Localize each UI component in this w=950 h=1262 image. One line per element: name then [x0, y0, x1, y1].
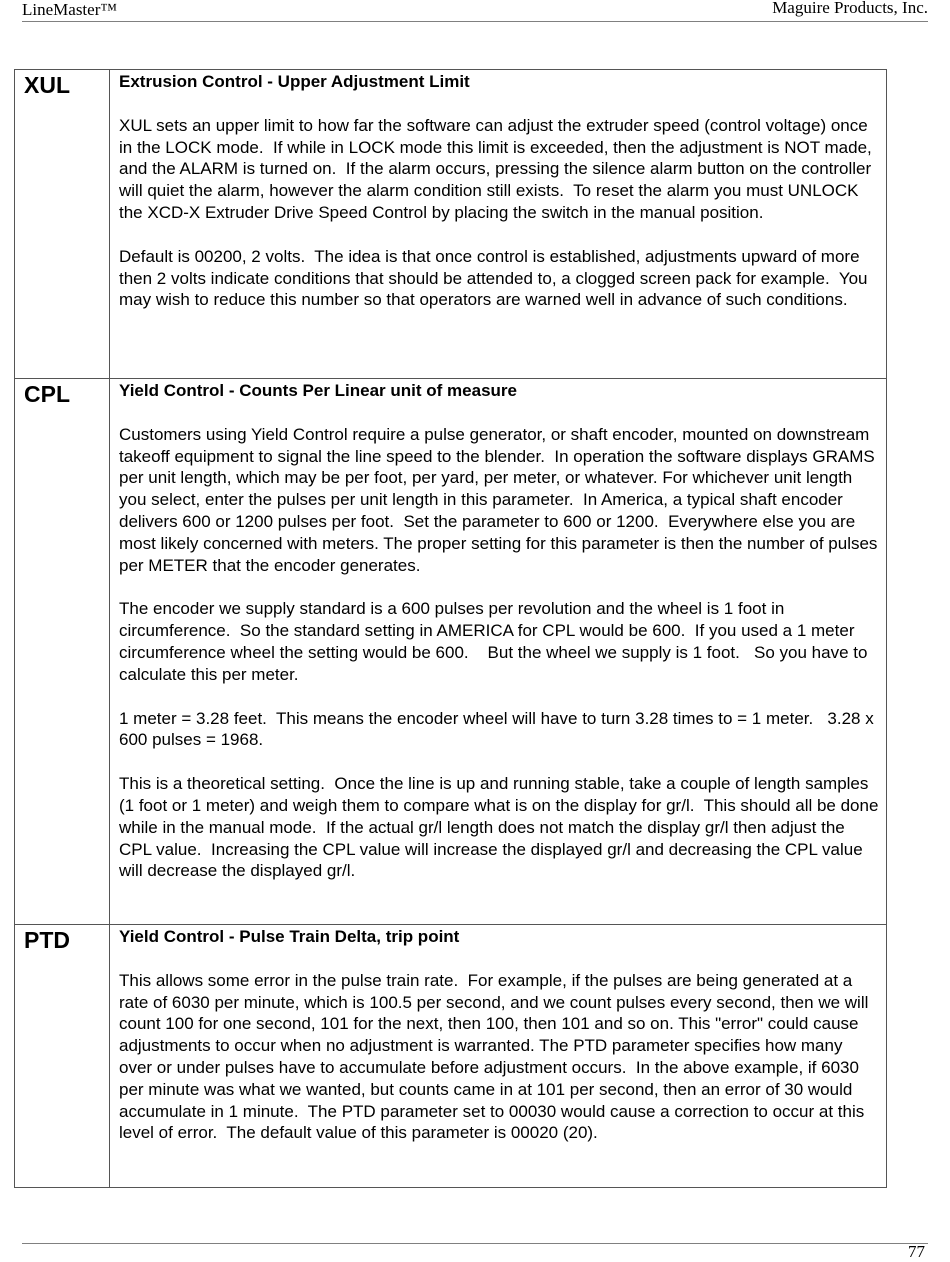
parameter-paragraph: Customers using Yield Control require a pulse generator, or shaft encoder, mounted on downstream takeoff equipment to signal the line speed to the blender. In operation the software displays GRAMS per unit length, which may be per foot, per yard, per meter, or whatever. For whichever unit length you select, enter the pulses per unit length in this parameter. In America, a typical shaft encoder delivers 600 or 1200 pulses per foot. Set the parameter to 600 or 1200. Everywhere else you are most likely concerned with meters. The proper setting for this parameter is then the number of pulses per METER that the encoder generates. — [119, 424, 883, 575]
parameter-title: Yield Control - Pulse Train Delta, trip point — [119, 927, 460, 946]
parameter-code: XUL — [15, 70, 110, 379]
parameter-row-cpl — [15, 379, 887, 925]
page-header — [22, 0, 928, 22]
parameter-paragraph: Default is 00200, 2 volts. The idea is that once control is established, adjustments upward of more then 2 volts indicate conditions that should be attended to, a clogged screen pack for example. You may wish to reduce this number so that operators are warned well in advance of such conditions. — [119, 246, 873, 310]
parameter-row-ptd — [15, 925, 887, 1188]
parameter-paragraph: This allows some error in the pulse train rate. For example, if the pulses are being generated at a rate of 6030 per minute, which is 100.5 per second, and we count pulses every second, then we will count 100 for one second, 101 for the next, then 100, then 101 and so on. This "error" could cause adjustments to occur when no adjustment is warranted. The PTD parameter specifies how many over or under pulses have to accumulate before adjustment occurs. In the above example, if 6030 per minute was what we wanted, but counts came in at 101 per second, then an error of 30 would accumulate in 1 minute. The PTD parameter set to 00030 would cause a correction to occur at this level of error. The default value of this parameter is 00020 (20). — [119, 970, 874, 1143]
parameter-paragraph: The encoder we supply standard is a 600 pulses per revolution and the wheel is 1 foot in circumference. So the standard setting in AMERICA for CPL would be 600. If you used a 1 meter circumference wheel the setting would be 600. But the wheel we supply is 1 foot. So you have to calculate this per meter. — [119, 599, 873, 684]
parameter-title: Extrusion Control - Upper Adjustment Limit — [119, 72, 470, 91]
parameter-code: PTD — [15, 925, 110, 1188]
header-product-name: LineMaster™ — [22, 0, 118, 19]
parameter-paragraph: 1 meter = 3.28 feet. This means the encoder wheel will have to turn 3.28 times to = 1 meter. 3.28 x 600 pulses = 1968. — [119, 708, 879, 750]
parameter-description — [110, 925, 887, 1188]
parameter-row-xul — [15, 70, 887, 379]
parameter-title: Yield Control - Counts Per Linear unit of measure — [119, 381, 517, 400]
parameter-description — [110, 70, 887, 379]
header-company-name: Maguire Products, Inc. — [772, 0, 928, 17]
page-number: 77 — [908, 1242, 925, 1261]
parameter-paragraph: This is a theoretical setting. Once the line is up and running stable, take a couple of length samples (1 foot or 1 meter) and weigh them to compare what is on the display for gr/l. This should all be done while in the manual mode. If the actual gr/l length does not match the display gr/l then adjust the CPL value. Increasing the CPL value will increase the displayed gr/l and decreasing the CPL value will decrease the displayed gr/l. — [119, 774, 884, 881]
parameter-table — [14, 69, 887, 1188]
footer-rule — [22, 1243, 928, 1244]
parameter-description — [110, 379, 887, 925]
parameter-code: CPL — [15, 379, 110, 925]
parameter-paragraph: XUL sets an upper limit to how far the software can adjust the extruder speed (control voltage) once in the LOCK mode. If while in LOCK mode this limit is exceeded, then the adjustment is NOT made, and the ALARM is turned on. If the alarm occurs, pressing the silence alarm button on the controller will quiet the alarm, however the alarm condition still exists. To reset the alarm you must UNLOCK the XCD-X Extruder Drive Speed Control by placing the switch in the manual position. — [119, 115, 877, 222]
